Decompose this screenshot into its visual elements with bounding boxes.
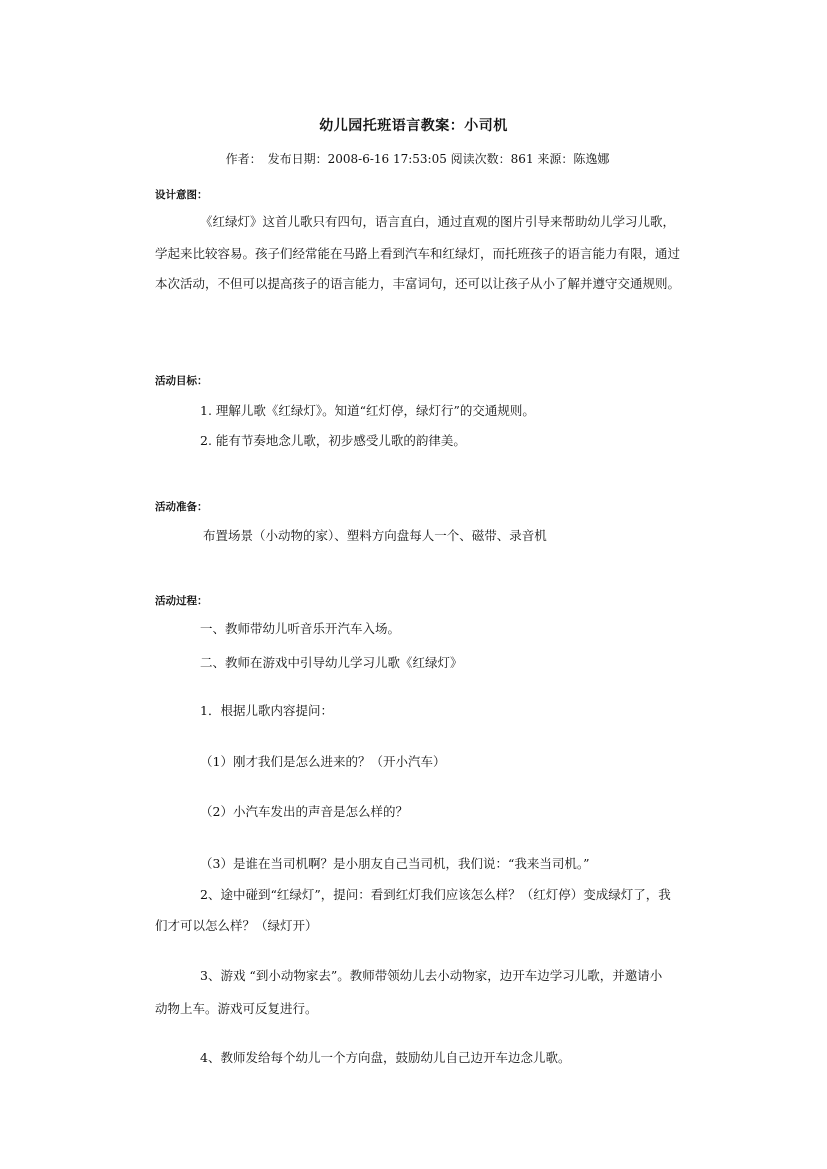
page-title: 幼儿园托班语言教案：小司机 [319,118,508,134]
process-step-1: 一、教师带幼儿听音乐开汽车入场。 [200,621,401,636]
process-sub-2-line-1: 2、途中碰到“红绿灯”，提问：看到红灯我们应该怎么样？（红灯停）变成绿灯了，我 [200,887,671,902]
question-2: （2）小汽车发出的声音是怎么样的？ [200,804,408,819]
process-sub-4: 4、教师发给每个幼儿一个方向盘，鼓励幼儿自己边开车边念儿歌。 [200,1050,571,1065]
process-sub-3-line-2: 动物上车。游戏可反复进行。 [155,1001,318,1016]
process-sub-2-line-2: 们才可以怎么样？（绿灯开） [155,918,318,933]
prep-text: 布置场景（小动物的家）、塑料方向盘每人一个、磁带、录音机 [203,528,547,543]
goal-item-2: 2. 能有节奏地念儿歌，初步感受儿歌的韵律美。 [200,433,466,448]
question-3: （3）是谁在当司机啊？是小朋友自己当司机，我们说：“我来当司机。” [200,856,590,871]
process-sub-3-line-1: 3、游戏 “到小动物家去”。教师带领幼儿去小动物家，边开车边学习儿歌，并邀请小 [200,968,663,983]
process-sub-1: 1．根据儿歌内容提问： [200,703,333,718]
goal-item-1: 1. 理解儿歌《红绿灯》。知道“红灯停，绿灯行”的交通规则。 [200,403,535,418]
goals-heading: 活动目标： [155,375,208,387]
process-step-2: 二、教师在游戏中引导幼儿学习儿歌《红绿灯》 [200,655,463,670]
design-line-3: 本次活动，不但可以提高孩子的语言能力，丰富词句，还可以让孩子从小了解并遵守交通规则。 [155,276,681,291]
process-heading: 活动过程： [155,595,208,607]
design-line-1: 《红绿灯》这首儿歌只有四句，语言直白，通过直观的图片引导来帮助幼儿学习儿歌， [200,214,676,229]
design-line-2: 学起来比较容易。孩子们经常能在马路上看到汽车和红绿灯，而托班孩子的语言能力有限，通过 [155,246,681,261]
question-1: （1）刚才我们是怎么进来的？（开小汽车） [200,754,446,769]
design-heading: 设计意图： [155,189,208,201]
article-meta: 作者： 发布日期：2008-6-16 17:53:05 阅读次数：861 来源：陈逸娜 [225,152,610,166]
prep-heading: 活动准备： [155,501,208,513]
